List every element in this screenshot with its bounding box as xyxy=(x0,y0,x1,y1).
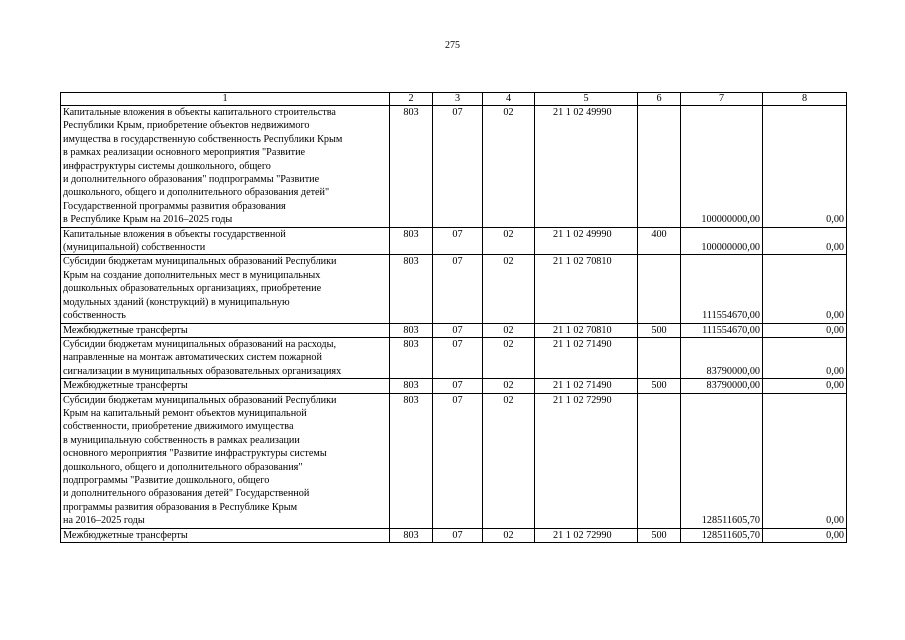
row-description xyxy=(61,323,390,337)
row-description xyxy=(61,393,390,528)
target-article-code-cell: 21 1 02 71490 xyxy=(535,379,638,393)
section-code-cell: 07 xyxy=(433,227,483,255)
ministry-code-cell: 803 xyxy=(390,227,433,255)
description-line: дошкольных образовательных организациях, приобретение xyxy=(63,283,322,295)
table-row xyxy=(61,227,847,255)
description-line: в муниципальную собственность в рамках реализации xyxy=(63,434,300,446)
column-header: 4 xyxy=(483,93,535,106)
table-row xyxy=(61,106,847,228)
description-line: Капитальные вложения в объекты капитального строительства xyxy=(63,107,336,118)
description-line: имущества в государственную собственность Республики Крым xyxy=(63,133,343,145)
target-article-code-cell: 21 1 02 70810 xyxy=(535,255,638,323)
expense-type-code-cell xyxy=(638,337,681,378)
section-code-cell: 07 xyxy=(433,255,483,323)
budget-table xyxy=(60,92,847,543)
ministry-code-cell: 803 xyxy=(390,106,433,228)
amount-2025-cell: 0,00 xyxy=(763,337,847,378)
section-code-cell: 07 xyxy=(433,393,483,528)
description-line: Субсидии бюджетам муниципальных образований Республики xyxy=(63,394,337,406)
subsection-code-cell: 02 xyxy=(483,323,535,337)
target-article-code-cell: 21 1 02 49990 xyxy=(535,227,638,255)
table-row xyxy=(61,379,847,393)
amount-2024-cell: 100000000,00 xyxy=(681,227,763,255)
amount-2024-cell: 83790000,00 xyxy=(681,379,763,393)
section-code-cell: 07 xyxy=(433,106,483,228)
row-description xyxy=(61,337,390,378)
description-line: программы развития образования в Республике Крым xyxy=(63,501,298,513)
amount-2024-cell: 111554670,00 xyxy=(681,323,763,337)
expense-type-code-cell xyxy=(638,255,681,323)
ministry-code-cell: 803 xyxy=(390,379,433,393)
target-article-code-cell: 21 1 02 49990 xyxy=(535,106,638,228)
description-line: модульных зданий (конструкций) в муниципальную xyxy=(63,296,290,308)
description-line: Государственной программы развития образования xyxy=(63,200,286,212)
column-header: 1 xyxy=(61,93,390,106)
row-description xyxy=(61,379,390,393)
section-code-cell: 07 xyxy=(433,379,483,393)
amount-2025-cell: 0,00 xyxy=(763,106,847,228)
description-line: в Республике Крым на 2016–2025 годы xyxy=(63,214,233,226)
description-line: основного мероприятия "Развитие инфраструктуры системы xyxy=(63,448,327,460)
description-line: Межбюджетные трансферты xyxy=(63,380,188,392)
description-line: направленные на монтаж автоматических систем пожарной xyxy=(63,352,322,364)
table-row xyxy=(61,323,847,337)
page-number: 275 xyxy=(445,40,460,51)
target-article-code-cell: 21 1 02 70810 xyxy=(535,323,638,337)
amount-2024-cell: 128511605,70 xyxy=(681,528,763,542)
subsection-code-cell: 02 xyxy=(483,106,535,228)
row-description xyxy=(61,528,390,542)
amount-2024-cell: 83790000,00 xyxy=(681,337,763,378)
table-row xyxy=(61,393,847,528)
subsection-code-cell: 02 xyxy=(483,255,535,323)
amount-2025-cell: 0,00 xyxy=(763,255,847,323)
column-header: 3 xyxy=(433,93,483,106)
description-line: дошкольного, общего и дополнительного образования" xyxy=(63,461,303,473)
target-article-code-cell: 21 1 02 72990 xyxy=(535,393,638,528)
description-line: и дополнительного образования" подпрограммы "Развитие xyxy=(63,174,320,186)
subsection-code-cell: 02 xyxy=(483,379,535,393)
column-header: 2 xyxy=(390,93,433,106)
expense-type-code-cell: 500 xyxy=(638,528,681,542)
description-line: в рамках реализации основного мероприятия "Развитие xyxy=(63,147,306,159)
amount-2024-cell: 100000000,00 xyxy=(681,106,763,228)
description-line: Субсидии бюджетам муниципальных образований на расходы, xyxy=(63,338,337,350)
column-header: 6 xyxy=(638,93,681,106)
table-row xyxy=(61,255,847,323)
column-header: 5 xyxy=(535,93,638,106)
description-line: Межбюджетные трансферты xyxy=(63,529,188,541)
target-article-code-cell: 21 1 02 72990 xyxy=(535,528,638,542)
ministry-code-cell: 803 xyxy=(390,323,433,337)
description-line: Капитальные вложения в объекты государственной xyxy=(63,228,286,240)
expense-type-code-cell xyxy=(638,106,681,228)
description-line: инфраструктуры системы дошкольного, общего xyxy=(63,160,271,172)
ministry-code-cell: 803 xyxy=(390,393,433,528)
description-line: Субсидии бюджетам муниципальных образований Республики xyxy=(63,256,337,268)
column-number-row xyxy=(61,93,847,106)
description-line: дошкольного, общего и дополнительного образования детей" xyxy=(63,187,330,199)
table-row xyxy=(61,528,847,542)
ministry-code-cell: 803 xyxy=(390,337,433,378)
section-code-cell: 07 xyxy=(433,323,483,337)
table-row xyxy=(61,337,847,378)
subsection-code-cell: 02 xyxy=(483,528,535,542)
amount-2025-cell: 0,00 xyxy=(763,528,847,542)
amount-2025-cell: 0,00 xyxy=(763,323,847,337)
expense-type-code-cell: 500 xyxy=(638,379,681,393)
subsection-code-cell: 02 xyxy=(483,337,535,378)
amount-2025-cell: 0,00 xyxy=(763,227,847,255)
description-line: Межбюджетные трансферты xyxy=(63,324,188,336)
description-line: и дополнительного образования детей" Государственной xyxy=(63,488,310,500)
row-description xyxy=(61,255,390,323)
amount-2024-cell: 128511605,70 xyxy=(681,393,763,528)
target-article-code-cell: 21 1 02 71490 xyxy=(535,337,638,378)
section-code-cell: 07 xyxy=(433,528,483,542)
ministry-code-cell: 803 xyxy=(390,528,433,542)
expense-type-code-cell: 400 xyxy=(638,227,681,255)
subsection-code-cell: 02 xyxy=(483,227,535,255)
description-line: Республики Крым, приобретение объектов недвижимого xyxy=(63,120,310,132)
amount-2024-cell: 111554670,00 xyxy=(681,255,763,323)
description-line: подпрограммы "Развитие дошкольного, общего xyxy=(63,474,270,486)
description-line: Крым на капитальный ремонт объектов муниципальной xyxy=(63,407,307,419)
description-line: собственность xyxy=(63,310,126,322)
ministry-code-cell: 803 xyxy=(390,255,433,323)
section-code-cell: 07 xyxy=(433,337,483,378)
expense-type-code-cell: 500 xyxy=(638,323,681,337)
column-header: 8 xyxy=(763,93,847,106)
amount-2025-cell: 0,00 xyxy=(763,379,847,393)
subsection-code-cell: 02 xyxy=(483,393,535,528)
description-line: Крым на создание дополнительных мест в муниципальных xyxy=(63,269,321,281)
row-description xyxy=(61,106,390,228)
description-line: сигнализации в муниципальных образовательных организациях xyxy=(63,365,342,377)
column-header: 7 xyxy=(681,93,763,106)
expense-type-code-cell xyxy=(638,393,681,528)
amount-2025-cell: 0,00 xyxy=(763,393,847,528)
description-line: (муниципальной) собственности xyxy=(63,242,206,254)
description-line: собственности, приобретение движимого имущества xyxy=(63,421,294,433)
description-line: на 2016–2025 годы xyxy=(63,515,145,527)
row-description xyxy=(61,227,390,255)
